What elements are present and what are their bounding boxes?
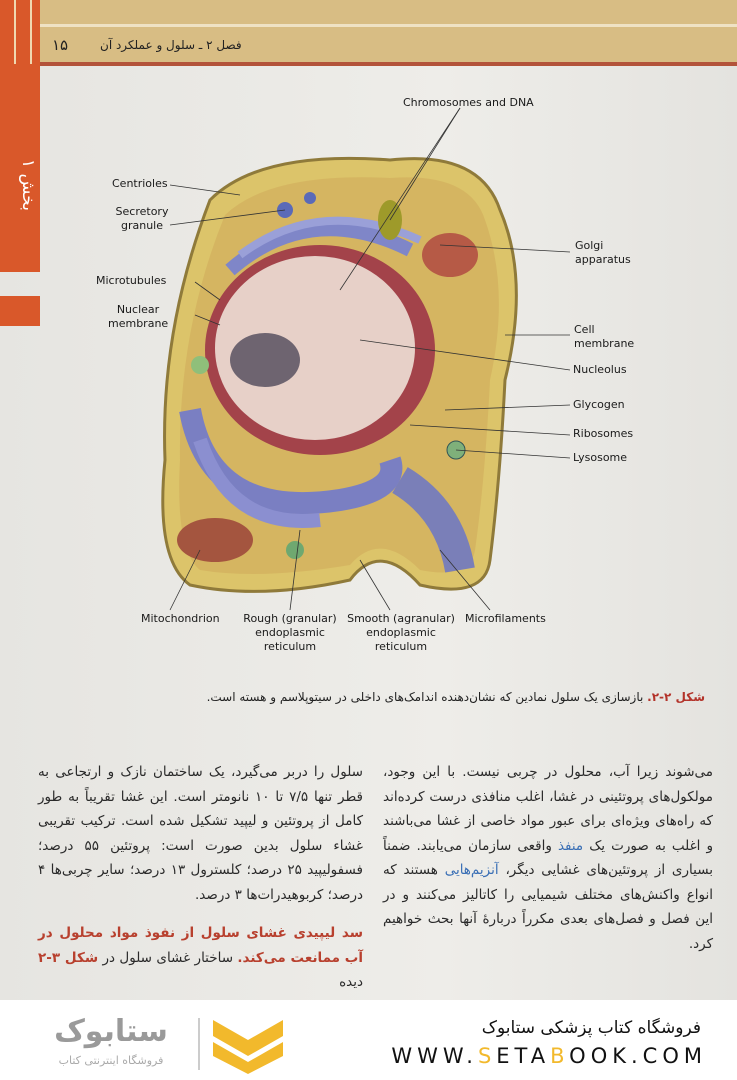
text-column-right	[383, 760, 713, 956]
shop-url: WWW.SETABOOK.COM	[391, 1044, 707, 1068]
label-lysosome: Lysosome	[573, 451, 628, 464]
label-smooth-er: Smooth (agranular) endoplasmic reticulum	[347, 612, 455, 653]
logo-subtitle: فروشگاه اینترنتی کتاب	[58, 1054, 164, 1067]
logo-wordmark: ستابوک	[54, 1014, 168, 1049]
label-microfilaments: Microfilaments	[465, 612, 546, 625]
header-rule-red	[30, 62, 737, 66]
chapter-title: فصل ۲ ـ سلول و عملکرد آن	[100, 38, 242, 52]
paragraph: سلول را دربر می‌گیرد، یک ساختمان نازک و ارتجاعی به قطر تنها ۷/۵ تا ۱۰ نانومتر است. این غشا تقریباً به طور کامل از پروتئین و لیپید تشکیل شده است. ترکیب تقریبی غشاء سلول بدین صورت است: پروتئین ۵۵ درصد؛ فسفولیپید ۲۵ درصد؛ کلسترول ۱۳ درصد؛ سایر چربی‌ها ۴ درصد؛ کربوهیدرات‌ها ۳ درصد.	[38, 764, 363, 903]
label-chromosomes: Chromosomes and DNA	[403, 96, 534, 109]
figure-caption	[207, 690, 705, 704]
label-nucleolus: Nucleolus	[573, 363, 627, 376]
paragraph-text: دیده	[339, 974, 363, 990]
term-link: آنزیم‌هایی	[444, 862, 499, 878]
page-number: ۱۵	[52, 36, 69, 54]
paragraph-text: می‌شوند زیرا آب، محلول در چربی نیست. با این وجود، مولکول‌های پروتئینی در غشا، اغلب منافذی درست کرده‌اند که راه‌های ویژه‌ای برای عبور مواد خاصی از غشا می‌باشند و اغلب به صورت یک	[383, 764, 714, 854]
cell-diagram	[60, 80, 737, 680]
label-microtubules: Microtubules	[96, 274, 167, 287]
watermark-footer	[0, 1000, 737, 1080]
figure-reference: شکل ۳-۲	[38, 949, 99, 966]
paragraph-text: واقعی سازمان می‌یابند. ضمناً بسیاری از پروتئین‌های غشایی دیگر،	[383, 837, 713, 878]
cell-illustration	[60, 80, 737, 680]
chevron-logo-icon	[211, 1016, 286, 1074]
label-centrioles: Centrioles	[112, 177, 168, 190]
section-tab-block	[0, 296, 40, 326]
label-secretory-granule: Secretory granule	[115, 205, 169, 232]
label-rough-er: Rough (granular) endoplasmic reticulum	[243, 612, 337, 653]
figure-number: شکل ۲-۲.	[647, 690, 705, 704]
page-header	[0, 0, 737, 64]
header-rule	[30, 24, 737, 27]
label-golgi-apparatus: Golgi apparatus	[575, 239, 631, 266]
caption-text: بازسازی یک سلول نمادین که نشان‌دهنده اندامک‌های داخلی در سیتوپلاسم و هسته است.	[206, 690, 648, 704]
paragraph-text: هستند که انواع واکنش‌های مختلف شیمیایی را کاتالیز می‌کنند و در این فصل و فصل‌های بعدی مکرراً دربارهٔ آنها بحث خواهیم کرد.	[383, 862, 713, 952]
paragraph-text: ساختار غشای سلول در	[98, 949, 238, 966]
label-cell-membrane: Cell membrane	[574, 323, 635, 350]
label-nuclear-membrane: Nuclear membrane	[108, 303, 169, 330]
shop-name: فروشگاه کتاب پزشکی ستابوک	[481, 1018, 701, 1038]
label-ribosomes: Ribosomes	[573, 427, 634, 440]
label-glycogen: Glycogen	[573, 398, 625, 411]
section-tab-label: بخش ۱	[18, 159, 38, 211]
label-mitochondrion: Mitochondrion	[141, 612, 220, 625]
section-tab	[0, 0, 40, 272]
text-column-left	[38, 760, 363, 995]
section-heading: سد لیپیدی غشای سلول از نفوذ مواد محلول در آب ممانعت می‌کند.	[38, 925, 363, 966]
tab-stripes	[14, 0, 32, 64]
setabook-logo	[36, 1014, 286, 1074]
term-link: منفذ	[557, 837, 584, 854]
